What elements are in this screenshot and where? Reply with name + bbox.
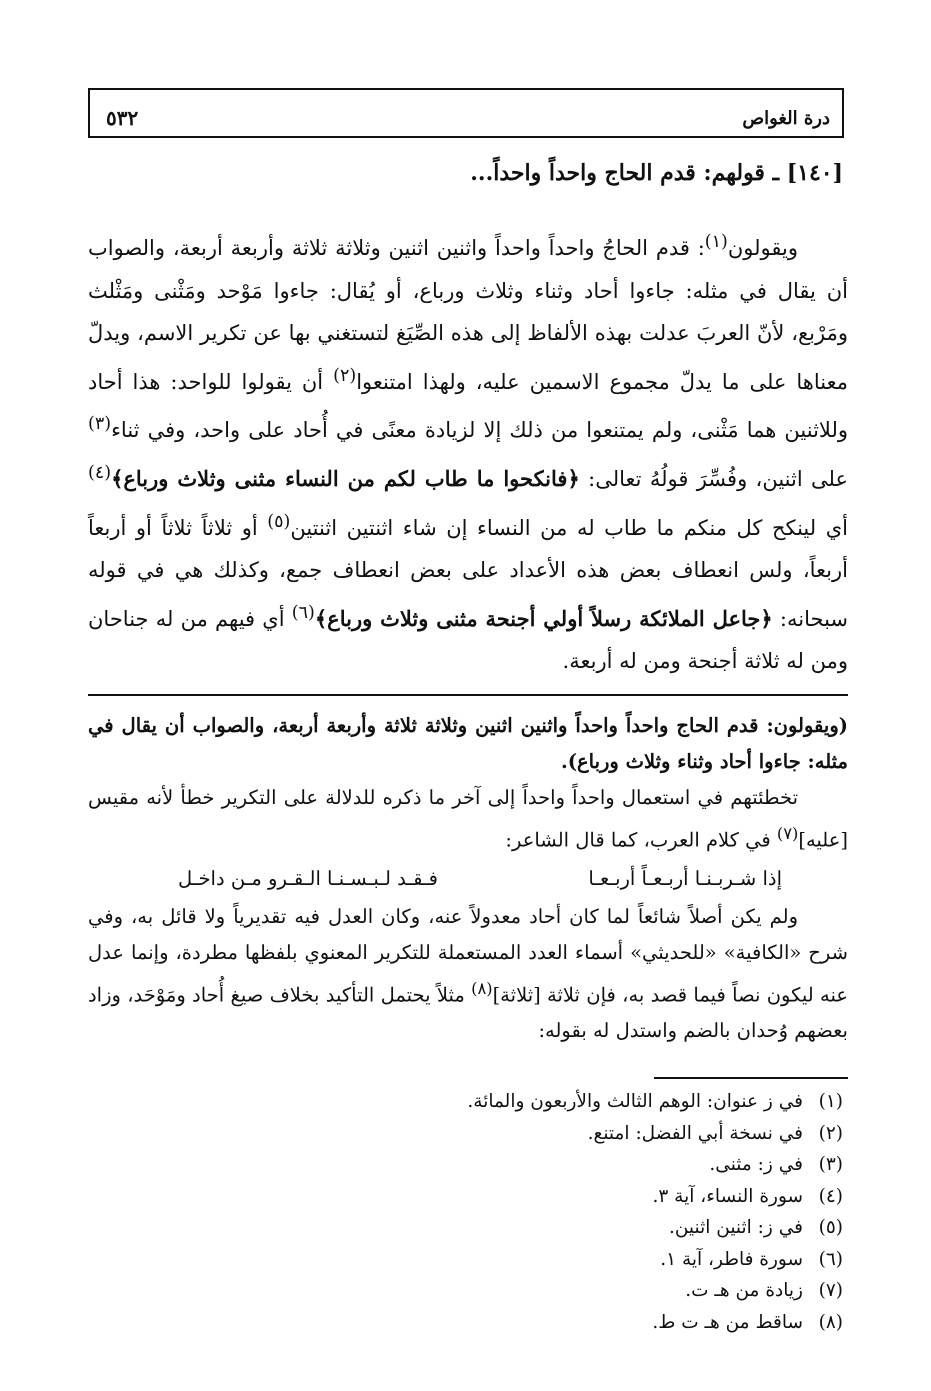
poem-first-hemistich: إذا شـربـنـا أربـعـاً أربـعـا — [588, 866, 782, 890]
running-header — [88, 88, 844, 138]
footnote-item — [243, 1181, 843, 1213]
text-run: أن يقولوا للواحد: هذا أحاد وللاثنين هما مَثْنى، ولم يمتنعوا من ذلك إلا لزيادة معنًى في أُحاد على واحد، وفي ثناء — [88, 369, 848, 443]
footnote-item — [243, 1118, 843, 1150]
footnote-text: ساقط من هـ ت ط. — [652, 1311, 803, 1333]
footnote-ref: (٣) — [88, 414, 112, 435]
footnote-item — [243, 1244, 843, 1276]
commentary-quote: (ويقولون: قدم الحاج واحداً واحداً واثنين اثنين وثلاثة ثلاثة وأربعة أربعة، والصواب أن يقال في مثله: جاءوا أحاد وثناء وثلاث ورباع). — [88, 714, 848, 773]
footnote-number: (٣) — [818, 1154, 843, 1175]
main-paragraph — [88, 221, 848, 683]
section-heading: [١٤٠] ـ قولهم: قدم الحاج واحداً واحداً... — [470, 160, 843, 186]
footnote-number: (٧) — [818, 1280, 843, 1301]
footnote-number: (٤) — [818, 1185, 843, 1207]
running-header-title: درة الغواص — [742, 108, 830, 129]
page-number: ٥٣٢ — [106, 106, 139, 130]
footnote-text: سورة فاطر، آية ١. — [660, 1248, 803, 1270]
text-run: أي فيهم من له جناحان ومن له ثلاثة أجنحة ومن له أربعة. — [88, 606, 848, 674]
footnote-text: زيادة من هـ ت. — [685, 1280, 803, 1301]
footnote-ref: (٦) — [291, 602, 315, 623]
footnote-number: (٢) — [818, 1122, 843, 1144]
commentary-paragraph — [88, 899, 848, 1050]
footnote-number: (٨) — [818, 1311, 843, 1333]
poem-verse — [88, 859, 848, 899]
quran-verse: ﴿جاعل الملائكة رسلاً أولي أجنحة مثنى وثلاث ورباع﴾ — [314, 605, 773, 631]
main-text — [88, 221, 848, 683]
footnote-text: سورة النساء، آية ٣. — [652, 1185, 803, 1207]
footnote-divider — [654, 1077, 848, 1079]
footnote-number: (٦) — [818, 1248, 843, 1270]
text-run: ولم يكن أصلاً شائعاً لما كان أحاد معدولاً عنه، وكان العدل فيه تقديرياً ولا قائل به، وفي شرح «الكافية» «للحديثي» أسماء العدد المستعملة للتكرير المعنوي بلفظها مطردة، وإنما عدل عنه ليكون نصاً فيما قصد به، فإن ثلاثة [ثلاثة] — [88, 904, 848, 1006]
footnote-text: في نسخة أبي الفضل: امتنع. — [587, 1122, 803, 1144]
footnote-item — [243, 1212, 843, 1244]
footnote-ref: (٢) — [333, 365, 357, 386]
text-run: أي لينكح كل منكم ما طاب له من النساء إن شاء اثنتين اثنتين — [290, 515, 848, 540]
footnote-item — [243, 1307, 843, 1339]
footnote-text: في ز عنوان: الوهم الثالث والأربعون والمائة. — [467, 1091, 803, 1112]
commentary-paragraph — [88, 780, 848, 859]
text-run: أو ثلاثاً ثلاثاً أو أربعاً أربعاً، ولس انعطاف بعض هذه الأعداد على بعض انعطاف جمع، وكذلك هي في قوله سبحانه: — [88, 515, 848, 631]
quran-verse: ﴿فانكحوا ما طاب لكم من النساء مثنى وثلاث ورباع﴾ — [111, 465, 580, 491]
footnote-ref: (٨) — [471, 978, 493, 998]
text-run: : قدم الحاجُ واحداً واحداً واثنين اثنين وثلاثة ثلاثة وأربعة أربعة، والصواب أن يقال في مثله: جاءوا أحاد وثناء وثلاث ورباع، أو يُقال: جاءوا مَوْحد ومَثْنى ومَثْلث ومَرْبع، لأنّ العربَ عدلت بهذه الألفاظ إلى هذه الصِّيَغ لتستغني بها عن تكرير الاسم، ويدلّ معناها على ما يدلّ مجموع الاسمين عليه، ولهذا امتنعوا — [88, 236, 848, 394]
text-run: في كلام العرب، كما قال الشاعر: — [505, 828, 777, 852]
footnote-ref: (٤) — [88, 462, 112, 483]
footnote-number: (٥) — [818, 1217, 843, 1238]
text-run: تخطئتهم في استعمال واحداً واحداً إلى آخر ما ذكره للدلالة على التكرير خطأ لأنه مقيس [عليه] — [88, 786, 848, 852]
footnote-ref: (١) — [704, 232, 728, 252]
footnote-item — [243, 1275, 843, 1307]
poem-second-hemistich: فـقـد لـبـسـنـا الـقـرو مـن داخـل — [178, 866, 439, 890]
text-run: ويقولون — [727, 236, 798, 260]
footnote-text: في ز: مثنى. — [709, 1154, 803, 1175]
footnote-text: في ز: اثنين اثنين. — [668, 1217, 803, 1238]
commentary — [88, 708, 848, 1049]
footnote-item — [243, 1086, 843, 1118]
footnote-item — [243, 1149, 843, 1181]
footnote-ref: (٧) — [776, 824, 799, 843]
footnote-ref: (٥) — [267, 511, 291, 532]
text-run: على اثنين، وفُسِّرَ قولُهُ تعالى: — [579, 466, 849, 491]
text-run: مثلاً يحتمل التأكيد بخلاف صيغ أُحاد ومَوْحَد، وزاد بعضهم وُحدان بالضم واستدل له بقوله: — [88, 983, 848, 1042]
footnotes — [243, 1086, 843, 1338]
footnote-number: (١) — [818, 1091, 843, 1112]
text-divider — [88, 694, 848, 696]
